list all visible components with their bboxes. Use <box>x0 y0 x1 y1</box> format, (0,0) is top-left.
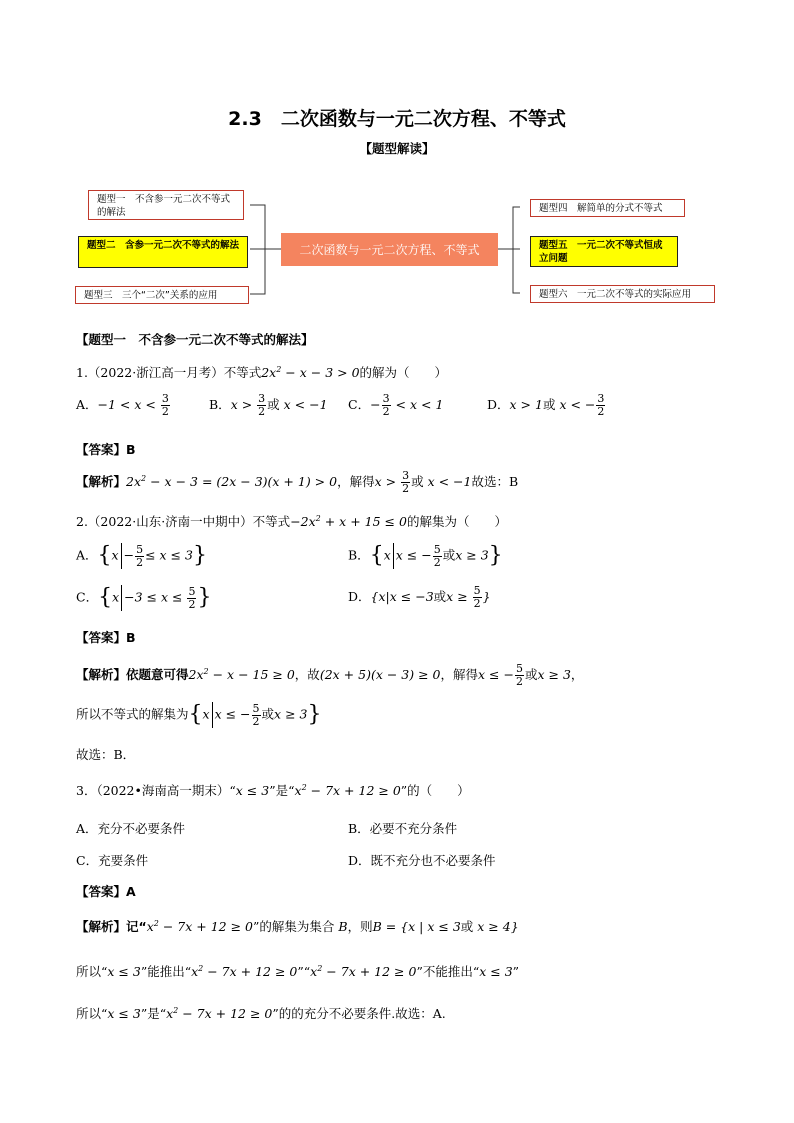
q3-option-d: D．既不充分也不必要条件 <box>348 853 496 868</box>
q1-stem: 1.（2022·浙江高一月考）不等式$2x^2 - x - 3 > 0$的解为（ ） <box>76 364 448 380</box>
page-subtitle: 【题型解读】 <box>359 141 435 156</box>
q3-option-c: C．充要条件 <box>76 853 149 868</box>
section-heading-1: 【题型一 不含参一元二次不等式的解法】 <box>76 332 314 347</box>
q3-stem: 3．（2022•海南高一期末）“x ≤ 3”是“$x^2 - 7x + 12 \ge 0$”的（ ） <box>76 782 470 798</box>
q3-analysis: 【解析】记“$x^2 - 7x + 12 \ge 0$”的解集为集合 B，则B = {x | x ≤ 3或 x ≥ 4} <box>76 918 519 934</box>
q3-answer: 【答案】A <box>76 884 136 899</box>
q3-option-a: A．充分不必要条件 <box>76 821 186 836</box>
q1-option-b: B．x > $\frac{3}{2}$ 或 x < −1 <box>209 392 328 418</box>
q3-analysis-line3: 所以“x ≤ 3”是“$x^2 - 7x + 12 \ge 0$”的的充分不必要条件.故选：A. <box>76 1005 446 1021</box>
q2-analysis: 【解析】依题意可得$2x^2 - x - 15 \ge 0$，故(2x + 5)(x − 3) ≥ 0，解得x ≤ − $\frac{5}{2}$ 或x ≥ 3， <box>76 662 584 688</box>
q2-option-d: D．{x|x ≤ −3或x ≥ $\frac{5}{2}$ } <box>348 584 491 610</box>
q2-conclusion: 故选：B． <box>76 747 136 762</box>
mindmap-right-topic-4: 题型四 解简单的分式不等式 <box>530 199 685 217</box>
q2-analysis-line2: 所以不等式的解集为{x x ≤ − $\frac{5}{2}$ 或x ≥ 3} <box>76 701 322 728</box>
mindmap-left-topic-3: 题型三 三个“二次”关系的应用 <box>75 286 249 304</box>
q1-analysis: 【解析】$2x^2 - x - 3 = (2x - 3)(x + 1) > 0$，解得x > $\frac{3}{2}$ 或 x < −1故选：B <box>76 469 519 495</box>
page-title: 2.3 二次函数与一元二次方程、不等式 <box>228 108 566 130</box>
q2-option-a: A．{x − $\frac{5}{2}$ ≤ x ≤ 3} <box>76 542 207 569</box>
mindmap-right-topic-6: 题型六 一元二次不等式的实际应用 <box>530 285 715 303</box>
q2-option-b: B．{x x ≤ − $\frac{5}{2}$ 或x ≥ 3} <box>348 542 503 569</box>
q1-answer: 【答案】B <box>76 442 136 457</box>
q3-analysis-line2: 所以“x ≤ 3”能推出“$x^2 - 7x + 12$ ≥ $0”“x^2 - 7x + 12 \ge 0$”不能推出“x ≤ 3” <box>76 963 520 979</box>
mindmap-right-topic-5: 题型五 一元二次不等式恒成立问题 <box>530 236 678 267</box>
q3-option-b: B．必要不充分条件 <box>348 821 458 836</box>
q1-option-d: D．x > 1或 x < − $\frac{3}{2}$ <box>487 392 605 418</box>
mindmap-left-topic-2: 题型二 含参一元二次不等式的解法 <box>78 236 248 268</box>
q2-option-c: C．{x −3 ≤ x ≤ $\frac{5}{2}$ } <box>76 584 212 611</box>
q2-answer: 【答案】B <box>76 630 136 645</box>
q2-stem: 2.（2022·山东·济南一中期中）不等式$-2x^2 + x + 15 \le 0$的解集为（ ） <box>76 513 507 529</box>
mindmap-left-topic-1: 题型一 不含参一元二次不等式的解法 <box>88 190 244 220</box>
q1-option-a: A．−1 < x < $\frac{3}{2}$ <box>76 392 169 418</box>
mindmap-center: 二次函数与一元二次方程、不等式 <box>281 233 498 266</box>
mindmap-connectors <box>0 0 794 320</box>
q1-option-c: C．− $\frac{3}{2}$ < x < 1 <box>348 392 444 418</box>
